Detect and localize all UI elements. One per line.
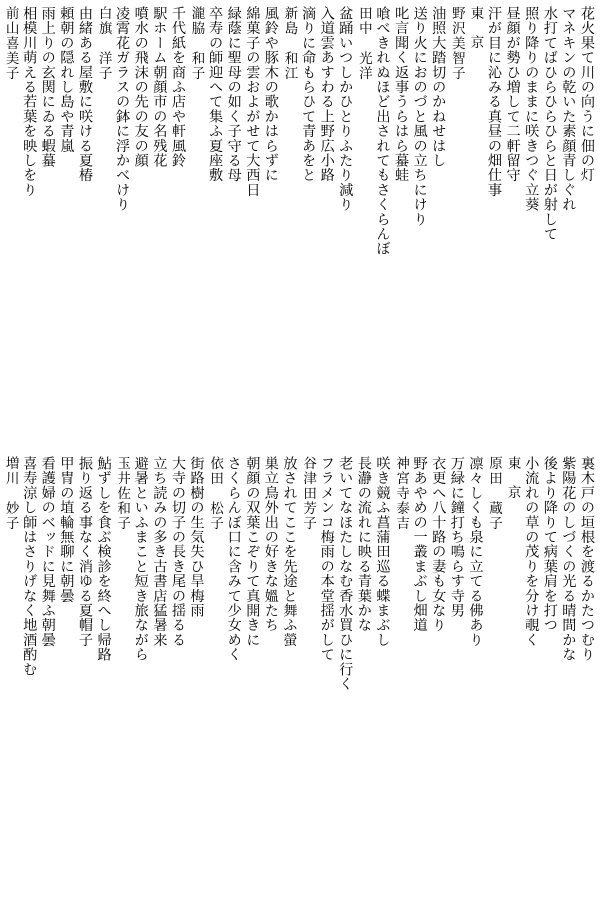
haiku-line: 万緑に鐘打ち鳴らす寺男 bbox=[448, 456, 465, 618]
haiku-line: 立ち読みの多き古書店猛暑来 bbox=[151, 456, 168, 648]
poet-name: 増川 妙子 bbox=[2, 456, 19, 531]
poet-group bbox=[447, 6, 596, 446]
haiku-line: 衣更へ八十路の妻も女なり bbox=[430, 456, 447, 633]
haiku-line: 油照大踏切のかねせはし bbox=[430, 6, 447, 168]
poet-credit bbox=[113, 456, 132, 896]
haiku-line: 振り返る事なく消ゆる夏帽子 bbox=[76, 456, 93, 648]
haiku-line: 駅ホーム朝顔市の名残花 bbox=[151, 6, 168, 168]
top-haiku-block bbox=[4, 6, 596, 446]
poet-credit bbox=[299, 456, 318, 896]
haiku-line: 風鈴や豚木の歌かはらずに bbox=[262, 6, 279, 183]
poet-credit bbox=[206, 456, 225, 896]
poet-name: 白旗 洋子 bbox=[95, 6, 112, 81]
haiku-line: 照り降りのままに咲きつぐ立葵 bbox=[523, 6, 540, 212]
poet-name: 前山喜美子 bbox=[2, 6, 19, 81]
haiku-line: 鮎ずしを食ぶ検診を終へし帰路 bbox=[95, 456, 112, 662]
haiku-line: さくらんぼ口に含みて少女めく bbox=[225, 456, 242, 662]
haiku-line: 由緒ある屋敷に咲ける夏椿 bbox=[76, 6, 93, 183]
haiku-line: 街路樹の生気失ひ旱梅雨 bbox=[188, 456, 205, 618]
haiku-line: 汗が目に沁みる真昼の畑仕事 bbox=[486, 6, 503, 198]
haiku-line: 叱言聞く返事うらはら蟇蛙 bbox=[393, 6, 410, 183]
poet-city: 東 京 bbox=[467, 6, 484, 50]
haiku-line: 花火果て川の向うに佃の灯 bbox=[579, 6, 595, 183]
poet-group bbox=[1, 6, 94, 446]
haiku-line: 裏木戸の垣根を渡るかたつむり bbox=[579, 456, 595, 662]
bottom-haiku-block bbox=[4, 456, 596, 896]
haiku-line: 喰べきれぬほど出されてもさくらんぼ bbox=[374, 6, 391, 256]
haiku-line: 巣立鳥外出の好きな媼たち bbox=[262, 456, 279, 633]
poet-name: 原田 蔵子 bbox=[486, 456, 503, 531]
haiku-line: 老いてなほたしなむ香水買ひに行く bbox=[337, 456, 354, 692]
haiku-line: 盆踊いつしかひとりふたり減り bbox=[337, 6, 354, 212]
poet-credit bbox=[354, 6, 373, 446]
poet-name: 玉井佐和子 bbox=[114, 456, 131, 531]
haiku-line: 緑蔭に聖母の如く子守る母 bbox=[225, 6, 242, 183]
haiku-line: フラメンコ梅雨の本堂揺がして bbox=[318, 456, 335, 662]
poet-credit bbox=[1, 456, 20, 896]
haiku-line: 凌霄花ガラスの鉢に浮かべけり bbox=[114, 6, 131, 212]
poet-group bbox=[1, 456, 113, 896]
haiku-line: 千代紙を商ふ店や軒風鈴 bbox=[169, 6, 186, 168]
haiku-line: 甲冑の埴輪無聊に朝曇 bbox=[58, 456, 75, 603]
poet-group bbox=[187, 6, 280, 446]
haiku-line: 紫陽花のしづくの光る晴間かな bbox=[560, 456, 577, 662]
poet-name: 野沢美智子 bbox=[448, 6, 465, 81]
poet-city: 東 京 bbox=[504, 456, 521, 500]
poet-group bbox=[299, 456, 392, 896]
poet-credit bbox=[187, 6, 206, 446]
haiku-line: 入道雲あすわる上野広小路 bbox=[318, 6, 335, 183]
haiku-line: 野あやめの一叢まぶし畑道 bbox=[411, 456, 428, 633]
haiku-line: 雨上りの玄関にゐる蝦蟇 bbox=[39, 6, 56, 168]
poet-credit bbox=[1, 6, 20, 446]
haiku-line: 小流れの草の茂りを分け覗く bbox=[523, 456, 540, 648]
poet-group bbox=[113, 456, 206, 896]
haiku-line: 水打てばひらひらひらと日が射して bbox=[541, 6, 558, 242]
haiku-line: 避暑といふまこと短き旅ながら bbox=[132, 456, 149, 662]
haiku-line: 相模川萌える若葉を映しをり bbox=[21, 6, 38, 198]
poet-credit bbox=[94, 6, 113, 446]
haiku-line: 送り火におのづと風の立ちにけり bbox=[411, 6, 428, 227]
haiku-line: マネキンの乾いた素顔青しぐれ bbox=[560, 6, 577, 212]
poet-credit bbox=[447, 6, 484, 446]
haiku-line: 凛々しくも泉に立てる佛あり bbox=[467, 456, 484, 648]
haiku-line: 長瀞の流れに映る青葉かな bbox=[355, 456, 372, 633]
haiku-line: 咲き競ふ菖蒲田巡る蝶まぶし bbox=[374, 456, 391, 648]
poet-name: 神宮寺泰吉 bbox=[393, 456, 410, 531]
poet-group bbox=[354, 6, 447, 446]
poet-credit bbox=[280, 6, 299, 446]
poet-credit bbox=[391, 456, 410, 896]
haiku-line: 頼朝の隠れし島や青嵐 bbox=[58, 6, 75, 153]
poet-group bbox=[280, 6, 354, 446]
haiku-line: 綿菓子の雲およがせて大西日 bbox=[244, 6, 261, 198]
poet-group bbox=[206, 456, 299, 896]
haiku-line: 放されてここを先途と舞ふ螢 bbox=[281, 456, 298, 648]
poet-group bbox=[484, 456, 596, 896]
poet-name: 谷津田芳子 bbox=[300, 456, 317, 531]
haiku-line: 後より降りて病葉肩を打つ bbox=[541, 456, 558, 633]
poet-credit bbox=[484, 456, 521, 896]
poet-name: 瀧脇 和子 bbox=[188, 6, 205, 81]
poet-group bbox=[94, 6, 187, 446]
haiku-line: 大寺の切子の長き尾の揺るる bbox=[169, 456, 186, 648]
haiku-line: 喜寿涼し師はさりげなく地酒酌む bbox=[21, 456, 38, 677]
haiku-line: 看護婦のベッドに見舞ふ朝曇 bbox=[39, 456, 56, 648]
poet-name: 新島 和江 bbox=[281, 6, 298, 81]
haiku-line: 噴水の飛沫の先の友の顔 bbox=[132, 6, 149, 168]
poet-name: 依田 松子 bbox=[207, 456, 224, 531]
poet-group bbox=[391, 456, 484, 896]
haiku-line: 卒寿の師迎へて集ふ夏座敷 bbox=[207, 6, 224, 183]
haiku-line: 滴りに命もらひて青あをと bbox=[300, 6, 317, 183]
poet-name: 田中 光洋 bbox=[355, 6, 372, 81]
haiku-line: 昼顔が勢ひ増して二軒留守 bbox=[504, 6, 521, 183]
haiku-line: 朝顔の双葉こぞりて真開きに bbox=[244, 456, 261, 648]
